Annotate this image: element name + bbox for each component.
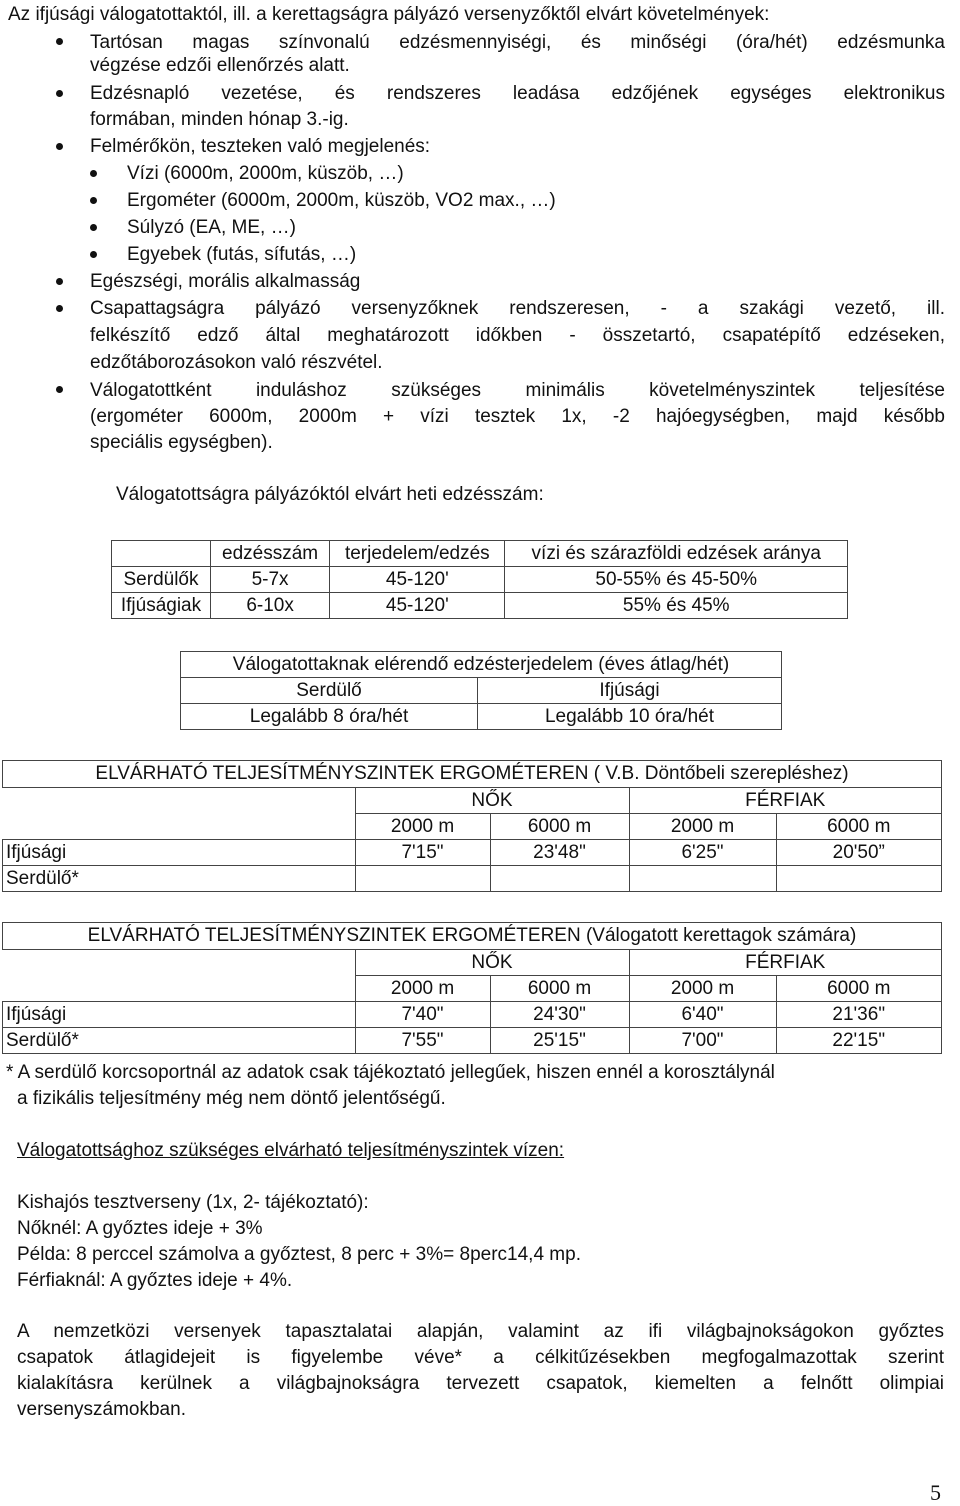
req-5-line-3: edzőtáborozásokon való részvétel. <box>90 352 383 373</box>
table-row <box>3 976 942 1002</box>
table-cell: Serdülők <box>112 567 211 593</box>
table-cell: 45-120' <box>330 567 505 593</box>
req-6-line-1: Válogatottként induláshoz szükséges minimális követelményszintek teljesítése <box>90 380 945 401</box>
table-cell <box>629 866 776 892</box>
bullet-icon <box>56 386 63 393</box>
table-cell: Legalább 10 óra/hét <box>478 704 782 730</box>
table-cell <box>3 788 356 814</box>
table-cell: 24'30" <box>490 1002 629 1028</box>
table-header: 2000 m <box>629 976 776 1002</box>
table-row <box>112 541 848 567</box>
table-title: ELVÁRHATÓ TELJESÍTMÉNYSZINTEK ERGOMÉTEREN (Válogatott kerettagok számára) <box>3 923 942 950</box>
table-cell: 7'55" <box>355 1028 490 1054</box>
table-cell <box>3 976 356 1002</box>
final-line-2: csapatok átlagidejeit is figyelembe véve* a célkitűzésekben megfogalmazottak szerint <box>17 1347 944 1368</box>
table-cell: 6'25" <box>629 840 776 866</box>
table-cell: Ifjúságiak <box>112 593 211 619</box>
req-6-line-3: speciális egységben). <box>90 432 273 453</box>
table-row <box>181 678 782 704</box>
table-cell: 25'15" <box>490 1028 629 1054</box>
bullet-icon <box>90 224 97 231</box>
req-1-line-2: végzése edzői ellenőrzés alatt. <box>90 55 350 76</box>
sub-item: Súlyzó (EA, ME, …) <box>127 217 296 238</box>
table-cell: 6'40" <box>629 1002 776 1028</box>
table-header: terjedelem/edzés <box>330 541 505 567</box>
table-header: FÉRFIAK <box>629 788 942 814</box>
water-line: Kishajós tesztverseny (1x, 2- tájékoztató): <box>17 1192 369 1213</box>
table-cell: 5-7x <box>211 567 330 593</box>
table-header: vízi és szárazföldi edzések aránya <box>505 541 848 567</box>
water-line: Nőknél: A győztes ideje + 3% <box>17 1218 263 1239</box>
req-3-text: Felmérőkön, teszteken való megjelenés: <box>90 136 431 157</box>
table-header: 2000 m <box>355 814 490 840</box>
table-title: Válogatottaknak elérendő edzésterjedelem (éves átlag/hét) <box>181 652 782 678</box>
bullet-icon <box>56 90 63 97</box>
table-cell: 6-10x <box>211 593 330 619</box>
final-line-4: versenyszámokban. <box>17 1399 186 1420</box>
water-line: Férfiaknál: A győztes ideje + 4%. <box>17 1270 293 1291</box>
table-row <box>181 652 782 678</box>
req-5-line-1: Csapattagságra pályázó versenyzőknek rendszeresen, - a szakági vezető, ill. <box>90 298 945 319</box>
table-cell: 45-120' <box>330 593 505 619</box>
table-header: 6000 m <box>776 814 942 840</box>
sub-item: Vízi (6000m, 2000m, küszöb, …) <box>127 163 404 184</box>
final-line-1: A nemzetközi versenyek tapasztalatai alapján, valamint az ifi világbajnokságokon győztes <box>17 1321 944 1342</box>
water-line: Példa: 8 perccel számolva a győztest, 8 perc + 3%= 8perc14,4 mp. <box>17 1244 581 1265</box>
table-cell: Serdülő* <box>3 1028 356 1054</box>
req-1-line-1: Tartósan magas színvonalú edzésmennyiségi, és minőségi (óra/hét) edzésmunka <box>90 32 945 53</box>
bullet-icon <box>90 197 97 204</box>
table-row <box>181 704 782 730</box>
table-row <box>3 1002 942 1028</box>
weekly-training-table <box>111 540 848 619</box>
table-row <box>3 866 942 892</box>
table-cell: 7'00" <box>629 1028 776 1054</box>
bullet-icon <box>56 38 63 45</box>
table-cell <box>3 814 356 840</box>
table-row <box>3 923 942 950</box>
sub-item: Ergométer (6000m, 2000m, küszöb, VO2 max., …) <box>127 190 556 211</box>
water-heading: Válogatottsághoz szükséges elvárható teljesítményszintek vízen: <box>17 1140 565 1161</box>
table-cell <box>112 541 211 567</box>
table-cell: Ifjúsági <box>3 1002 356 1028</box>
table-row <box>3 840 942 866</box>
table-header: 2000 m <box>355 976 490 1002</box>
table-header: edzésszám <box>211 541 330 567</box>
table-cell <box>355 866 490 892</box>
table-cell: 7'40" <box>355 1002 490 1028</box>
req-6-line-2: (ergométer 6000m, 2000m + vízi tesztek 1x, -2 hajóegységben, majd később <box>90 406 945 427</box>
table-cell: Serdülő* <box>3 866 356 892</box>
table-row <box>3 761 942 788</box>
req-2-line-1: Edzésnapló vezetése, és rendszeres leadása edzőjének egységes elektronikus <box>90 83 945 104</box>
table-header: 2000 m <box>629 814 776 840</box>
ergometer-final-table <box>2 760 942 892</box>
table-cell: 21'36" <box>776 1002 942 1028</box>
table1-title: Válogatottságra pályázóktól elvárt heti edzésszám: <box>116 484 544 505</box>
table-header: Ifjúsági <box>478 678 782 704</box>
table-row <box>3 1028 942 1054</box>
table-header: NŐK <box>355 788 629 814</box>
table-cell: 7'15" <box>355 840 490 866</box>
req-5-line-2: felkészítő edző által meghatározott időkben - összetartó, csapatépítő edzéseken, <box>90 325 945 346</box>
req-4-text: Egészségi, morális alkalmasság <box>90 271 361 292</box>
table-row <box>112 567 848 593</box>
bullet-icon <box>90 170 97 177</box>
table-cell: Ifjúsági <box>3 840 356 866</box>
bullet-icon <box>56 278 63 285</box>
table-row <box>3 814 942 840</box>
table-cell: 20'50” <box>776 840 942 866</box>
footnote-line-1: * A serdülő korcsoportnál az adatok csak tájékoztató jellegűek, hiszen ennél a korosztálynál <box>6 1062 775 1083</box>
table-header: 6000 m <box>490 976 629 1002</box>
table-row <box>3 950 942 976</box>
intro-text: Az ifjúsági válogatottaktól, ill. a kerettagságra pályázó versenyzőktől elvárt követelmények: <box>8 4 770 25</box>
table-header: 6000 m <box>776 976 942 1002</box>
bullet-icon <box>90 251 97 258</box>
table-header: FÉRFIAK <box>629 950 942 976</box>
sub-item: Egyebek (futás, sífutás, …) <box>127 244 357 265</box>
page-number: 5 <box>930 1480 941 1505</box>
table-cell: 50-55% és 45-50% <box>505 567 848 593</box>
table-cell: Legalább 8 óra/hét <box>181 704 478 730</box>
table-cell <box>3 950 356 976</box>
table-cell: 55% és 45% <box>505 593 848 619</box>
footnote-line-2: a fizikális teljesítmény még nem döntő jelentőségű. <box>17 1088 446 1109</box>
bullet-icon <box>56 305 63 312</box>
table-cell <box>776 866 942 892</box>
table-cell <box>490 866 629 892</box>
training-volume-table <box>180 651 782 730</box>
table-cell: 22'15" <box>776 1028 942 1054</box>
bullet-icon <box>56 143 63 150</box>
table-cell: 23'48" <box>490 840 629 866</box>
table-title: ELVÁRHATÓ TELJESÍTMÉNYSZINTEK ERGOMÉTEREN ( V.B. Döntőbeli szerepléshez) <box>3 761 942 788</box>
table-header: 6000 m <box>490 814 629 840</box>
table-row <box>112 593 848 619</box>
table-row <box>3 788 942 814</box>
ergometer-squad-table <box>2 922 942 1054</box>
req-2-line-2: formában, minden hónap 3.-ig. <box>90 109 349 130</box>
final-line-3: kialakításra kerülnek a világbajnokságra tervezett csapatok, kiemelten a felnőtt olimpiai <box>17 1373 944 1394</box>
table-header: Serdülő <box>181 678 478 704</box>
table-header: NŐK <box>355 950 629 976</box>
